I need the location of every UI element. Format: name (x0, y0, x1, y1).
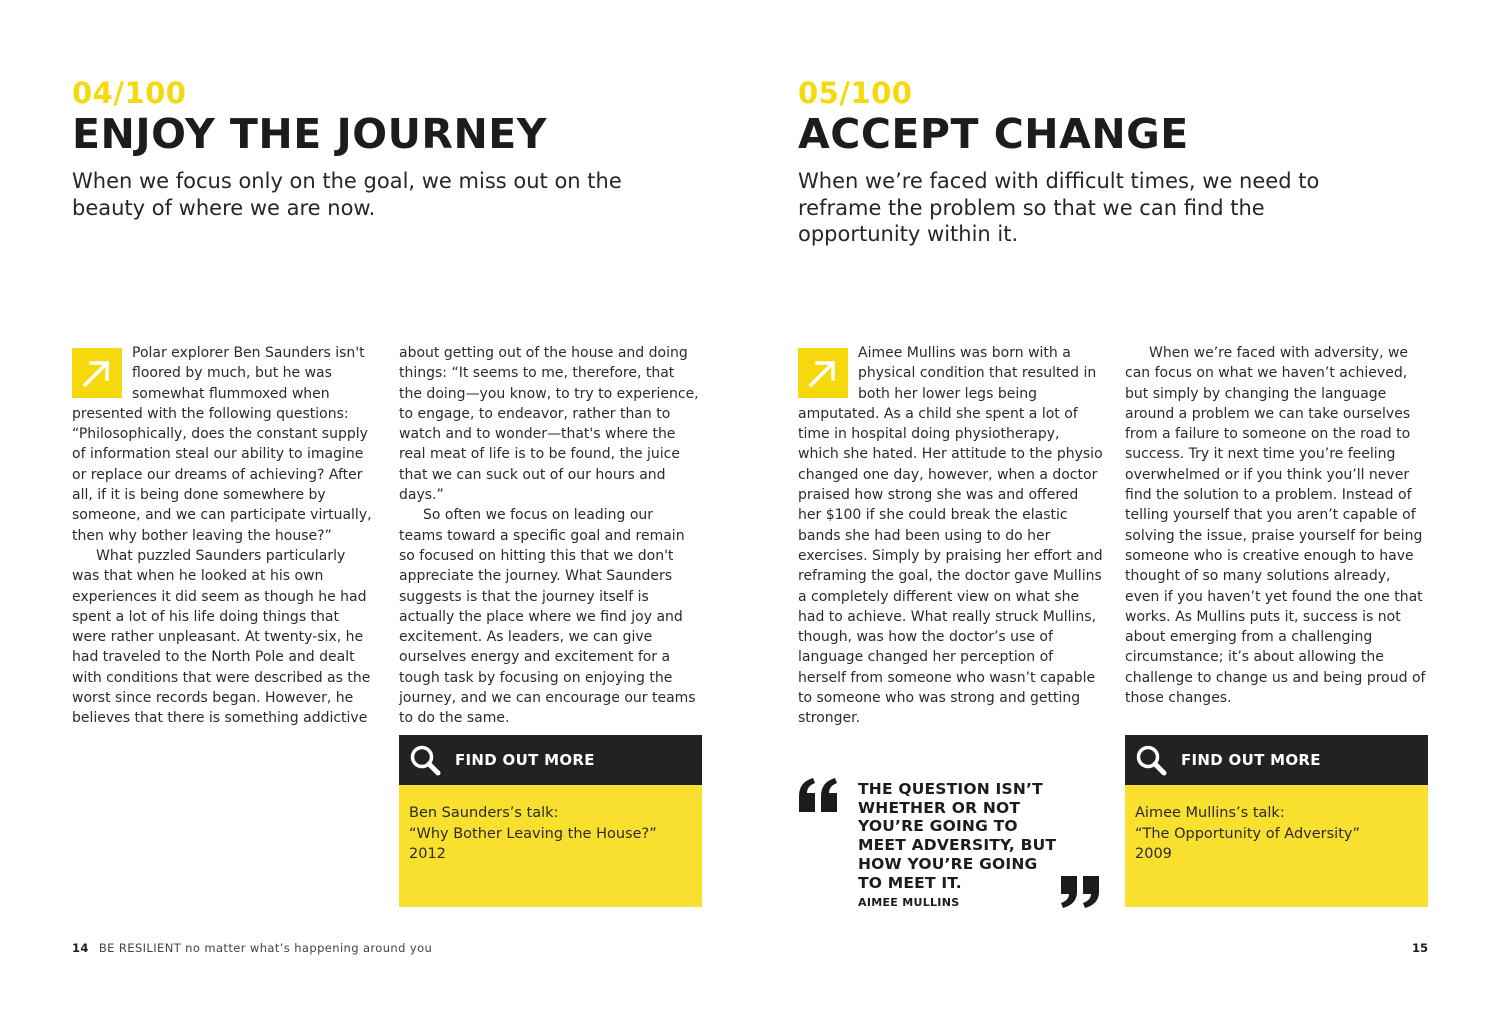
open-quote-icon (797, 772, 841, 816)
find-out-more-heading: FIND OUT MORE (455, 751, 595, 769)
paragraph: When we’re faced with adversity, we can focus on what we haven’t achieved, but simply by changing the language around a problem we can take ourselves from a failure to someone on the road to success. Try it next time you’re feeling overwhelmed or if you think you’ll never find the solution to a problem. Instead of telling yourself that you aren’t capable of solving the issue, praise yourself for being someone who is creative enough to have thought of so many solutions already, even if you haven’t yet found the one that works. As Mullins puts it, success is not about emerging from a challenging circumstance; it’s about allowing the challenge to change us and being proud of those changes. (1125, 345, 1426, 707)
talk-speaker: Aimee Mullins’s talk: (1135, 805, 1285, 821)
section-number: 05/100 (798, 76, 913, 110)
arrow-icon (72, 348, 122, 398)
talk-title: “The Opportunity of Adversity” (1135, 825, 1360, 842)
arrow-icon (798, 348, 848, 398)
body-column-4 (1125, 343, 1428, 708)
talk-title: “Why Bother Leaving the House?” (409, 825, 657, 842)
paragraph: Polar explorer Ben Saunders isn't floored by much, but he was somewhat flummoxed when presented with the following questions: “Philosophically, does the constant supply of information steal our ability to imagine or replace our dreams of achieving? After all, if it is being done somewhere by someone, and we can participate virtually, then why bother leaving the house?” (72, 345, 372, 544)
section-subtitle: When we’re faced with difficult times, we need to reframe the problem so that we can find the opportunity within it. (798, 169, 1320, 246)
talk-year: 2012 (409, 846, 446, 862)
talk-speaker: Ben Saunders’s talk: (409, 805, 559, 821)
find-out-more-box (399, 735, 702, 907)
body-column-3 (798, 343, 1103, 729)
page-number: 15 (1412, 941, 1429, 955)
section-title: ACCEPT CHANGE (798, 110, 1189, 158)
page-number: 14 (72, 941, 89, 955)
find-out-more-heading: FIND OUT MORE (1181, 751, 1321, 769)
find-out-more-body (1125, 785, 1428, 865)
find-out-more-body (399, 785, 702, 865)
pull-quote: THE QUESTION ISN’T WHETHER OR NOT YOU’RE GOING TO MEET ADVERSITY, BUT HOW YOU’RE GOING TO MEET IT. (858, 780, 1057, 892)
paragraph: So often we focus on leading our teams toward a specific goal and remain so focused on hitting this that we don't appreciate the journey. What Saunders suggests is that the journey itself is actually the place where we find joy and excitement. As leaders, we can give ourselves energy and excitement for a tough task by focusing on enjoying the journey, and we can encourage our teams to do the same. (399, 507, 696, 727)
search-icon (409, 744, 441, 776)
section-subtitle: When we focus only on the goal, we miss out on the beauty of where we are now. (72, 169, 622, 220)
running-head: BE RESILIENT no matter what’s happening around you (98, 941, 433, 955)
quote-author: AIMEE MULLINS (858, 896, 960, 909)
paragraph: What puzzled Saunders particularly was that when he looked at his own experiences it did seem as though he had spent a lot of his life doing things that were rather unpleasant. At twenty-six, he had traveled to the North Pole and dealt with conditions that were described as the worst since records began. However, he believes that there is something addictive (72, 547, 371, 727)
page-footer-left (72, 941, 432, 955)
close-quote-icon (1059, 872, 1103, 912)
body-column-1 (72, 343, 372, 729)
search-icon (1135, 744, 1167, 776)
paragraph: Aimee Mullins was born with a physical condition that resulted in both her lower legs being amputated. As a child she spent a lot of time in hospital doing physiotherapy, which she hated. Her attitude to the physio changed one day, however, when a doctor praised how strong she was and offered her $100 if she could break the elastic bands she had been using to do her exercises. Simply by praising her effort and reframing the goal, the doctor gave Mullins a completely different view on what she had to achieve. What really struck Mullins, though, was how the doctor’s use of language changed her perception of herself from someone who wasn’t capable to someone who was strong and getting stronger. (798, 345, 1103, 727)
paragraph: about getting out of the house and doing things: “It seems to me, therefore, that the doing—you know, to try to experience, to engage, to endeavor, rather than to watch and to wonder—that's where the real meat of life is to be found, the juice that we can suck out of our hours and days.” (399, 345, 699, 504)
section-number: 04/100 (72, 76, 187, 110)
body-column-2 (399, 343, 699, 729)
find-out-more-box (1125, 735, 1428, 907)
talk-year: 2009 (1135, 846, 1172, 862)
section-title: ENJOY THE JOURNEY (72, 110, 547, 158)
find-out-more-header (1125, 735, 1428, 785)
find-out-more-header (399, 735, 702, 785)
